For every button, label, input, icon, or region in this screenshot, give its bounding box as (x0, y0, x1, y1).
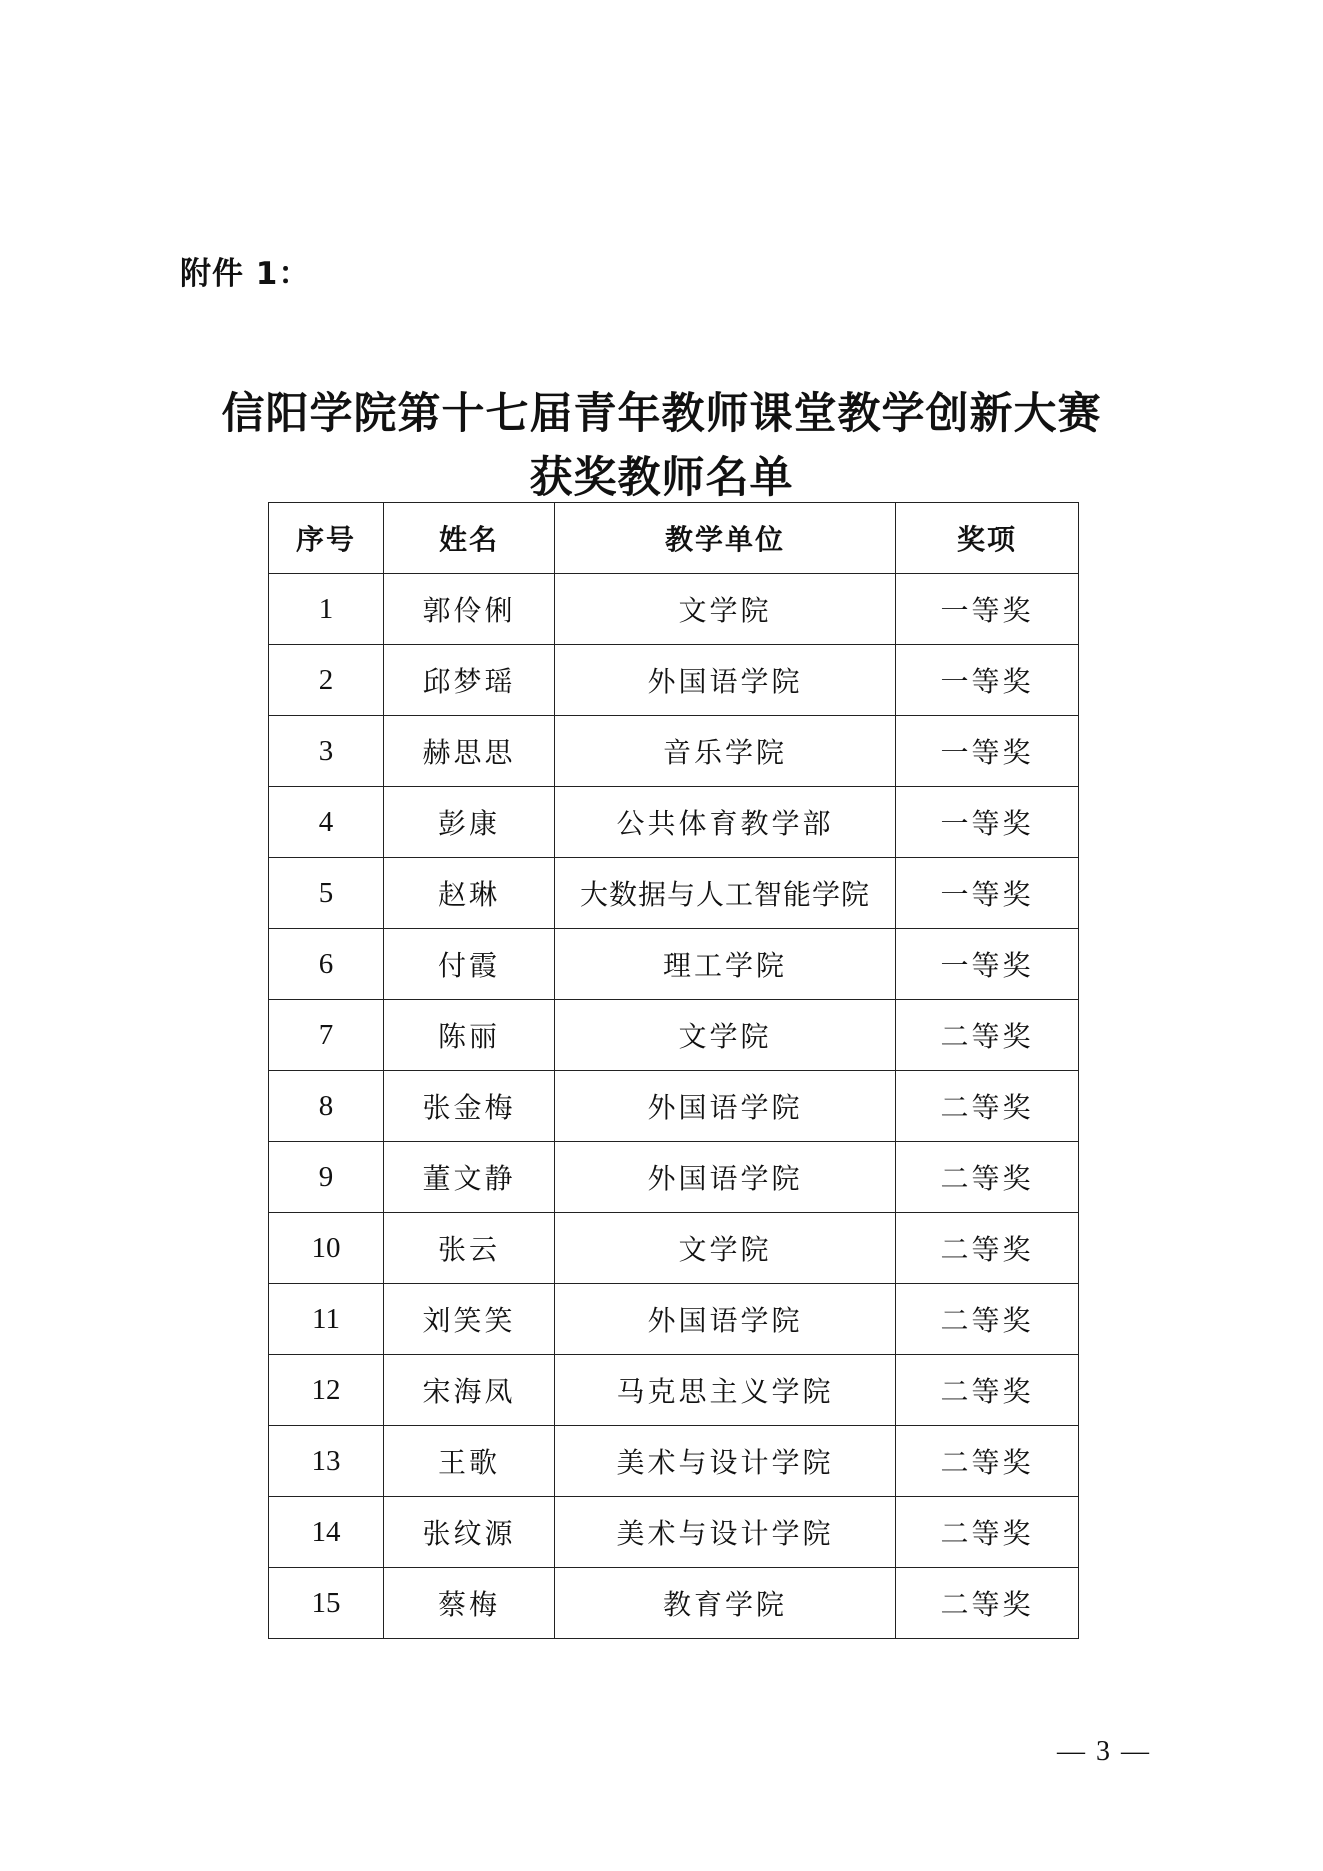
table-row (269, 1568, 1079, 1639)
row-index: 2 (269, 645, 384, 716)
award-level: 二等奖 (896, 1000, 1079, 1071)
table-row (269, 1284, 1079, 1355)
teacher-name: 宋海凤 (384, 1355, 555, 1426)
row-index: 1 (269, 574, 384, 645)
teacher-name: 赫思思 (384, 716, 555, 787)
award-level: 二等奖 (896, 1284, 1079, 1355)
attachment-label: 附件 1： (180, 256, 311, 292)
award-level: 一等奖 (896, 787, 1079, 858)
teaching-unit: 外国语学院 (555, 1071, 896, 1142)
document-title: 信阳学院第十七届青年教师课堂教学创新大赛 (221, 389, 1102, 439)
header-index: 序号 (269, 503, 384, 574)
teaching-unit: 教育学院 (555, 1568, 896, 1639)
teaching-unit: 公共体育教学部 (555, 787, 896, 858)
row-index: 4 (269, 787, 384, 858)
table-row (269, 1071, 1079, 1142)
award-level: 二等奖 (896, 1355, 1079, 1426)
table-row (269, 716, 1079, 787)
award-level: 一等奖 (896, 858, 1079, 929)
table-row (269, 787, 1079, 858)
row-index: 15 (269, 1568, 384, 1639)
teaching-unit: 理工学院 (555, 929, 896, 1000)
table-row (269, 929, 1079, 1000)
teaching-unit: 大数据与人工智能学院 (555, 858, 896, 929)
row-index: 5 (269, 858, 384, 929)
teaching-unit: 马克思主义学院 (555, 1355, 896, 1426)
teacher-name: 郭伶俐 (384, 574, 555, 645)
table-row (269, 1142, 1079, 1213)
row-index: 11 (269, 1284, 384, 1355)
teacher-name: 蔡梅 (384, 1568, 555, 1639)
teaching-unit: 音乐学院 (555, 716, 896, 787)
award-level: 二等奖 (896, 1213, 1079, 1284)
header-name: 姓名 (384, 503, 555, 574)
award-level: 二等奖 (896, 1426, 1079, 1497)
table-row (269, 645, 1079, 716)
table-row (269, 1497, 1079, 1568)
teaching-unit: 文学院 (555, 1000, 896, 1071)
document-subtitle: 获奖教师名单 (529, 453, 794, 503)
row-index: 12 (269, 1355, 384, 1426)
award-level: 二等奖 (896, 1568, 1079, 1639)
row-index: 10 (269, 1213, 384, 1284)
table-header-row (269, 503, 1079, 574)
teacher-name: 董文静 (384, 1142, 555, 1213)
header-unit: 教学单位 (555, 503, 896, 574)
teaching-unit: 外国语学院 (555, 1284, 896, 1355)
table-row (269, 858, 1079, 929)
teaching-unit: 文学院 (555, 574, 896, 645)
award-level: 一等奖 (896, 645, 1079, 716)
teacher-name: 陈丽 (384, 1000, 555, 1071)
award-level: 一等奖 (896, 574, 1079, 645)
teaching-unit: 美术与设计学院 (555, 1426, 896, 1497)
award-level: 一等奖 (896, 716, 1079, 787)
row-index: 6 (269, 929, 384, 1000)
row-index: 3 (269, 716, 384, 787)
teacher-name: 张云 (384, 1213, 555, 1284)
teacher-name: 刘笑笑 (384, 1284, 555, 1355)
teacher-name: 赵琳 (384, 858, 555, 929)
row-index: 8 (269, 1071, 384, 1142)
winners-table (268, 502, 1079, 1639)
table-row (269, 1426, 1079, 1497)
page-number: — 3 — (1057, 1736, 1151, 1767)
award-level: 二等奖 (896, 1071, 1079, 1142)
award-level: 二等奖 (896, 1142, 1079, 1213)
table-row (269, 1355, 1079, 1426)
teacher-name: 彭康 (384, 787, 555, 858)
teacher-name: 付霞 (384, 929, 555, 1000)
teaching-unit: 外国语学院 (555, 645, 896, 716)
table-row (269, 1213, 1079, 1284)
teacher-name: 张纹源 (384, 1497, 555, 1568)
row-index: 9 (269, 1142, 384, 1213)
row-index: 14 (269, 1497, 384, 1568)
teacher-name: 邱梦瑶 (384, 645, 555, 716)
table-row (269, 1000, 1079, 1071)
award-level: 二等奖 (896, 1497, 1079, 1568)
teacher-name: 王歌 (384, 1426, 555, 1497)
row-index: 7 (269, 1000, 384, 1071)
award-level: 一等奖 (896, 929, 1079, 1000)
row-index: 13 (269, 1426, 384, 1497)
teacher-name: 张金梅 (384, 1071, 555, 1142)
teaching-unit: 美术与设计学院 (555, 1497, 896, 1568)
table-row (269, 574, 1079, 645)
teaching-unit: 外国语学院 (555, 1142, 896, 1213)
teaching-unit: 文学院 (555, 1213, 896, 1284)
header-award: 奖项 (896, 503, 1079, 574)
